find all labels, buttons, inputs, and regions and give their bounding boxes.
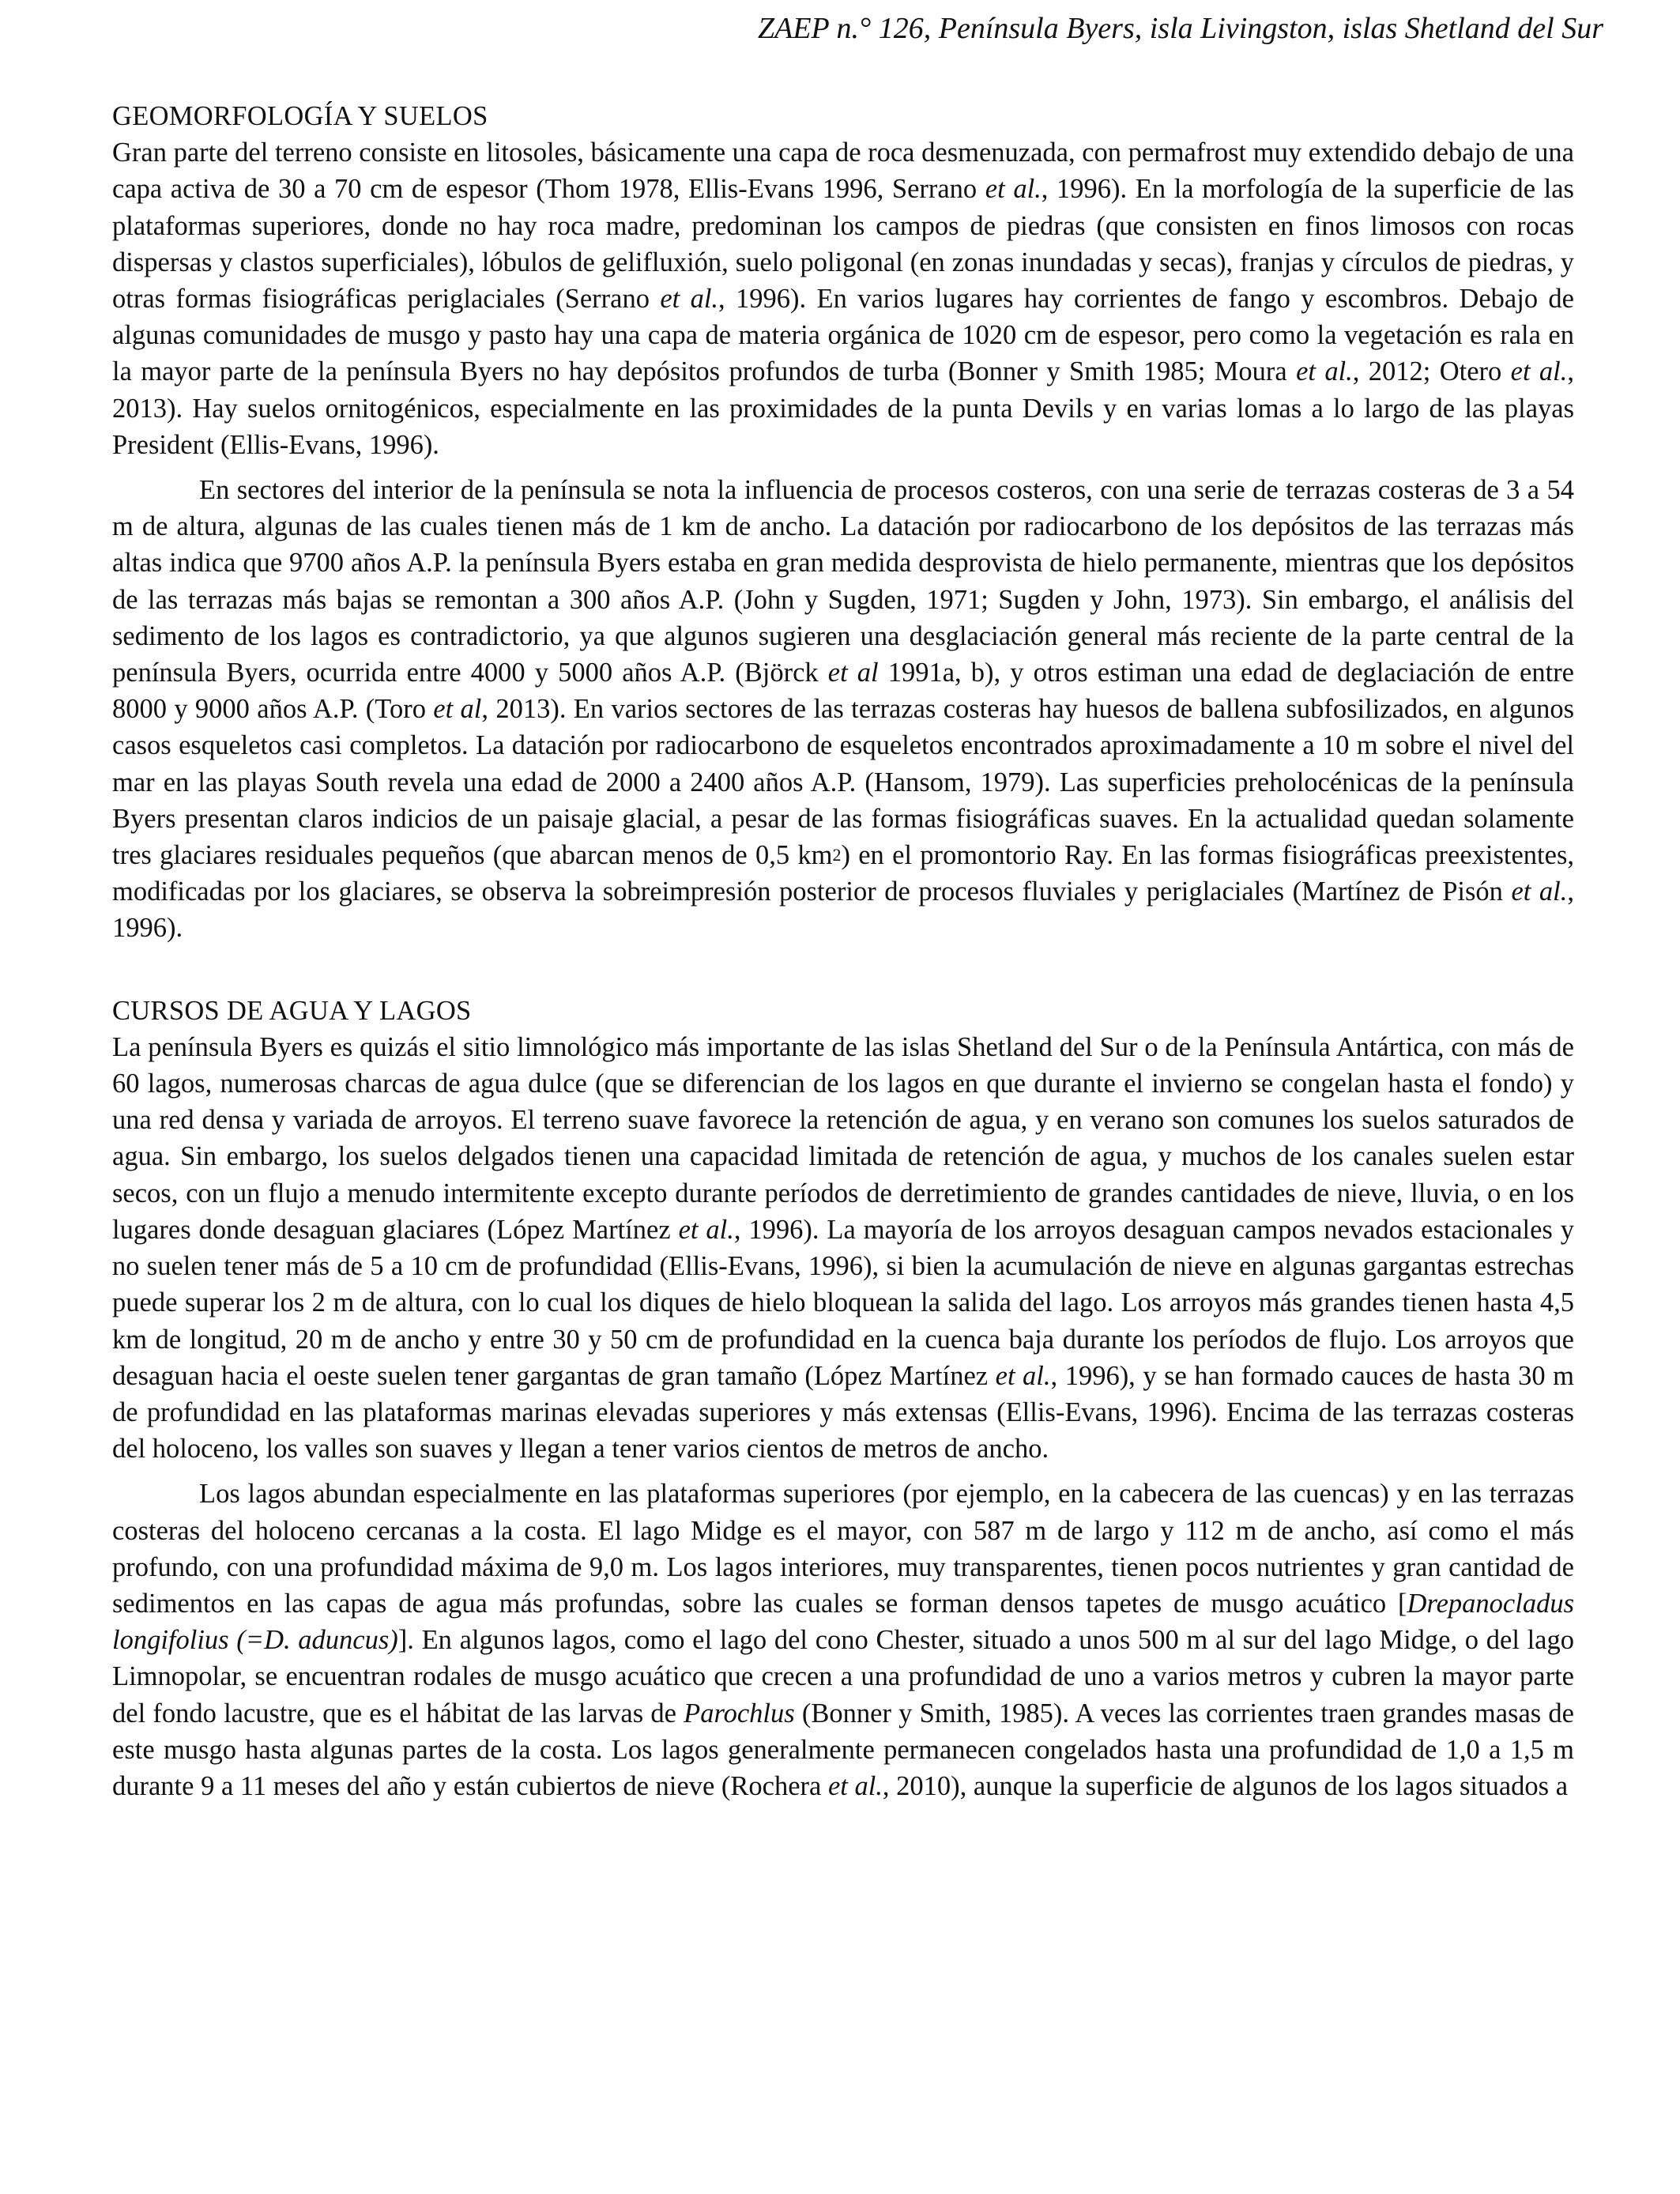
text-run: ]. En algunos lagos, como el lago del cono Chester, situado a unos 500 m al sur del lago Midge, o del lago Limnopolar, se encuentran rodales de musgo acuático que crecen a una profundidad de uno a varios metros y cubren la mayor parte del fondo lacustre, que es el hábitat de las larvas de: [112, 1625, 1574, 1728]
paragraph: [112, 134, 1574, 463]
text-run: (Bonner y Smith, 1985). A veces las corrientes traen grandes masas de este musgo hasta algunas partes de la costa. Los lagos generalmente permanecen congelados hasta una profundidad de 1,0 a 1,5 m durante 9 a 11 meses del año y están cubiertos de nieve (Rochera: [112, 1698, 1574, 1801]
text-run: , 2013). En varios sectores de las terrazas costeras hay huesos de ballena subfosilizados, en algunos casos esqueletos casi completos. La datación por radiocarbono de esqueletos encontrados aproximadamente a 10 m sobre el nivel del mar en las playas South revela una edad de 2000 a 2400 años A.P. (Hansom, 1979). Las superficies preholocénicas de la península Byers presentan claros indicios de un paisaje glacial, a pesar de las formas fisiográficas suaves. En la actualidad quedan solamente tres glaciares residuales pequeños (que abarcan menos de 0,5 km: [112, 694, 1574, 871]
text-run: , 2012; Otero: [1352, 356, 1511, 387]
italic-run: et al.: [995, 1360, 1051, 1391]
italic-run: et al.: [1511, 876, 1568, 907]
text-run: , 2013). Hay suelos ornitogénicos, especialmente en las proximidades de la punta Devils y en varias lomas a lo largo de las playas President (Ellis-Evans, 1996).: [112, 356, 1575, 460]
section-heading: GEOMORFOLOGÍA Y SUELOS: [112, 101, 488, 131]
text-run: En sectores del interior de la península se nota la influencia de procesos costeros, con una serie de terrazas costeras de 3 a 54 m de altura, algunas de las cuales tienen más de 1 km de ancho. La datación por radiocarbono de los depósitos de las terrazas más altas indica que 9700 años A.P. la península Byers estaba en gran medida desprovista de hielo permanente, mientras que los depósitos de las terrazas más bajas se remontan a 300 años A.P. (John y Sugden, 1971; Sugden y John, 1973). Sin embargo, el análisis del sedimento de los lagos es contradictorio, ya que algunos sugieren una desglaciación general más reciente de la parte central de la península Byers, ocurrida entre 4000 y 5000 años A.P. (Björck: [112, 475, 1574, 688]
paragraph: [112, 1476, 1574, 1804]
section-cursos-de-agua: [112, 993, 1574, 1804]
text-run: Los lagos abundan especialmente en las plataformas superiores (por ejemplo, en la cabecera de las cuencas) y en las terrazas costeras del holoceno cercanas a la costa. El lago Midge es el mayor, con 587 m de largo y 112 m de ancho, así como el más profundo, con una profundidad máxima de 9,0 m. Los lagos interiores, muy transparentes, tienen pocos nutrientes y gran cantidad de sedimentos en las capas de agua más profundas, sobre las cuales se forman densos tapetes de musgo acuático [: [112, 1479, 1574, 1619]
italic-run: Drepanocladus longifolius (=D. aduncus): [112, 1588, 1574, 1656]
paragraph: [112, 472, 1574, 947]
superscript-run: 2: [832, 845, 842, 865]
italic-run: et al.: [1510, 356, 1568, 387]
italic-run: et al.: [985, 174, 1042, 205]
italic-run: et al: [827, 658, 879, 688]
text-run: , 2010), aunque la superficie de algunos de los lagos situados a: [882, 1770, 1569, 1801]
section-geomorfologia: [112, 98, 1574, 947]
text-run: ) en el promontorio Ray. En las formas fisiográficas preexistentes, modificadas por los glaciares, se observa la sobreimpresión posterior de procesos fluviales y periglaciales (Martínez de Pisón: [112, 840, 1574, 907]
italic-run: et al: [433, 694, 482, 725]
running-header: ZAEP n.° 126, Península Byers, isla Livingston, islas Shetland del Sur: [757, 12, 1603, 45]
document-body: [112, 98, 1574, 1804]
italic-run: et al.: [827, 1770, 883, 1801]
text-run: , 1996). La mayoría de los arroyos desaguan campos nevados estacionales y no suelen tener más de 5 a 10 cm de profundidad (Ellis-Evans, 1996), si bien la acumulación de nieve en algunas gargantas estrechas puede superar los 2 m de altura, con lo cual los diques de hielo bloquean la salida del lago. Los arroyos más grandes tienen hasta 4,5 km de longitud, 20 m de ancho y entre 30 y 50 cm de profundidad en la cuenca baja durante los períodos de flujo. Los arroyos que desaguan hacia el oeste suelen tener gargantas de gran tamaño (López Martínez: [112, 1214, 1575, 1391]
text-run: , 1996), y se han formado cauces de hasta 30 m de profundidad en las plataformas marinas elevadas superiores y más extensas (Ellis-Evans, 1996). Encima de las terrazas costeras del holoceno, los valles son suaves y llegan a tener varios cientos de metros de ancho.: [112, 1360, 1575, 1465]
text-run: Gran parte del terreno consiste en litosoles, básicamente una capa de roca desmenuzada, con permafrost muy extendido debajo de una capa activa de 30 a 70 cm de espesor (Thom 1978, Ellis-Evans 1996, Serrano: [112, 138, 1574, 205]
text-run: , 1996). En la morfología de la superficie de las plataformas superiores, donde no hay roca madre, predominan los campos de piedras (que consisten en finos limosos con rocas dispersas y clastos superficiales), lóbulos de gelifluxión, suelo poligonal (en zonas inundadas y secas), franjas y círculos de piedras, y otras formas fisiográficas periglaciales (Serrano: [112, 174, 1574, 315]
text-run: La península Byers es quizás el sitio limnológico más importante de las islas Shetland del Sur o de la Península Antártica, con más de 60 lagos, numerosas charcas de agua dulce (que se diferencian de los lagos en que durante el invierno se congelan hasta el fondo) y una red densa y variada de arroyos. El terreno suave favorece la retención de agua, y en verano son comunes los suelos saturados de agua. Sin embargo, los suelos delgados tienen una capacidad limitada de retención de agua, y muchos de los canales suelen estar secos, con un flujo a menudo intermitente excepto durante períodos de derretimiento de grandes cantidades de nieve, lluvia, o en los lugares donde desaguan glaciares (López Martínez: [112, 1031, 1574, 1245]
italic-run: Parochlus: [684, 1698, 795, 1728]
section-heading: CURSOS DE AGUA Y LAGOS: [112, 995, 472, 1026]
text-run: 1991a, b), y otros estiman una edad de deglaciación de entre 8000 y 9000 años A.P. (Toro: [112, 658, 1574, 725]
italic-run: et al.: [1296, 356, 1353, 387]
italic-run: et al.: [660, 284, 719, 315]
paragraph: [112, 1029, 1574, 1467]
text-run: , 1996).: [112, 876, 1575, 944]
text-run: , 1996). En varios lugares hay corrientes de fango y escombros. Debajo de algunas comunidades de musgo y pasto hay una capa de materia orgánica de 1020 cm de espesor, pero como la vegetación es rala en la mayor parte de la península Byers no hay depósitos profundos de turba (Bonner y Smith 1985; Moura: [112, 284, 1574, 387]
italic-run: et al.: [678, 1214, 734, 1245]
